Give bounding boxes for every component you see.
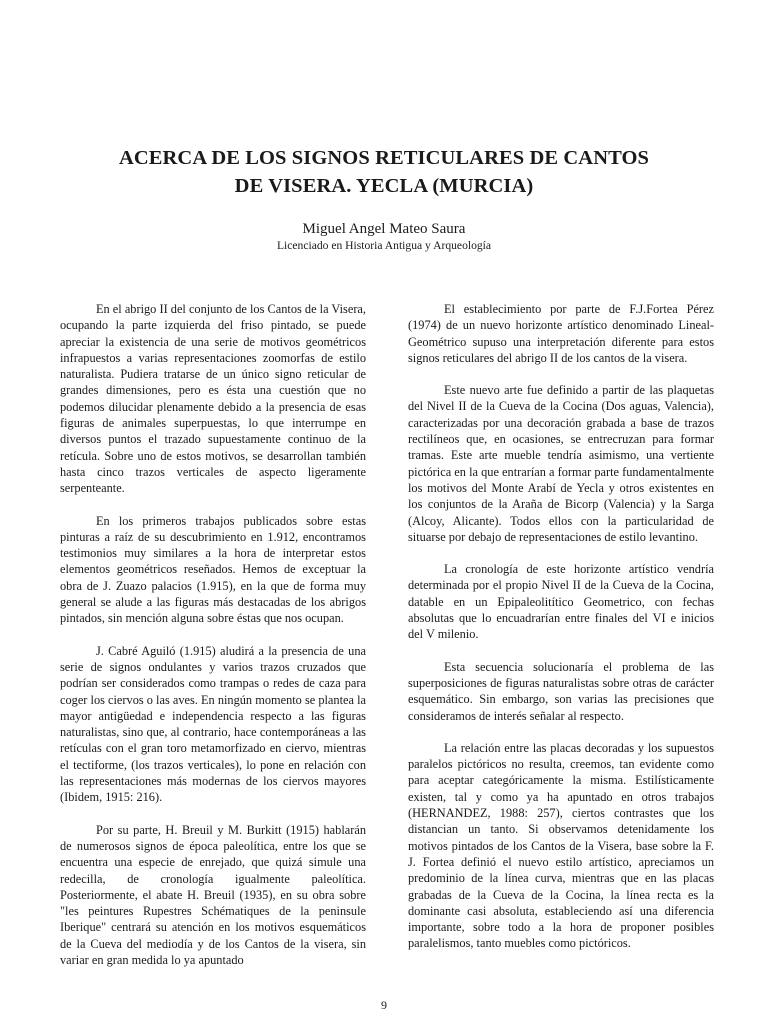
- title-line-1: ACERCA DE LOS SIGNOS RETICULARES DE CANTOS: [118, 147, 650, 169]
- paragraph: J. Cabré Aguiló (1.915) aludirá a la presencia de una serie de signos ondulantes y varios trazos cruzados que podrían ser considerados como trampas o redes de caza para coger los ciervos o las aves. En ningún momento se plantea la mayor antigüedad e independencia respecto a las figuras naturalistas, sino que, al contrario, hace contemporáneas a las retículas con el gran toro metamorfizado en ciervo, mientras el tectiforme, (los trazos verticales), lo pone en relación con las representaciones más modernas de los ciervos mayores (Ibidem, 1915: 216).: [60, 643, 366, 805]
- paragraph: El establecimiento por parte de F.J.Fortea Pérez (1974) de un nuevo horizonte artístico denominado Lineal-Geométrico supuso una interpretación diferente para estos signos reticulares del abrigo II de los cantos de la visera.: [408, 302, 714, 365]
- article-title: [60, 144, 708, 200]
- paragraph: Por su parte, H. Breuil y M. Burkitt (1915) hablarán de numerosos signos de época paleolítica, entre los que se encuentra una especie de enrejado, que quizá simule una redecilla, de cronología igualmente paleolítica. Posteriormente, el abate H. Breuil (1935), en su obra sobre "les peintures Rupestres Schématiques de la peninsule Iberique" centrará su atención en los motivos esquemáticos de la Cueva del mediodía y de los Cantos de la visera, sin variar en gran medida lo ya apuntado: [60, 822, 366, 967]
- page-number: 9: [381, 998, 387, 1012]
- author-name: Miguel Angel Mateo Saura: [302, 221, 466, 237]
- paragraph: En el abrigo II del conjunto de los Cantos de la Visera, ocupando la parte izquierda del friso pintado, se puede apreciar la existencia de una serie de motivos geométricos infrapuestos a varias representaciones zoomorfas de estilo naturalista. Pudiera tratarse de un único signo reticular de grandes dimensiones, pero es ésta una cuestión que no podemos dilucidar plenamente debido a la presencia de esas figuras de animales superpuestas, lo que interrumpe en diversos puntos el trazado supuestamente continuo de la retícula. Sobre uno de estos motivos, se desarrollan también hasta cinco trazos verticales de aspecto ligeramente serpenteante.: [60, 302, 366, 496]
- paragraph: La cronología de este horizonte artístico vendría determinada por el propio Nivel II de la Cueva de la Cocina, datable en un Epipaleolitítico Geometrico, con fechas absolutas que lo encuadrarían entre finales del VI e inicios del V milenio.: [408, 562, 714, 642]
- paragraph: La relación entre las placas decoradas y los supuestos paralelos pictóricos no resulta, creemos, tan evidente como para aceptar categóricamente la misma. Estilísticamente existen, tal y como ya ha apuntado en otros trabajos (HERNANDEZ, 1988: 257), ciertos contrastes que los distancian un tanto. Si observamos detenidamente los motivos pintados de los Cantos de la Visera, base sobre la F. J. Fortea definió el nuevo estilo artístico, apreciamos un predominio de la línea curva, mientras que en las placas grabadas de la Cueva de la Cocina, la línea recta es la dominante casi absoluta, estableciendo así una diferencia importante, sobre todo a la hora de proponer posibles paralelismos, tanto muebles como pictóricos.: [408, 740, 714, 951]
- title-line-2: DE VISERA. YECLA (MURCIA): [234, 175, 534, 197]
- paragraph: Este nuevo arte fue definido a partir de las plaquetas del Nivel II de la Cueva de la Cocina (Dos aguas, Valencia), caracterizadas por una decoración grabada a base de trazos rectilíneos que, en ocasiones, se entrecruzan para formar tramas. Este arte mueble tendría asimismo, una vertiente pictórica en la que entrarían a formar parte fundamentalmente los motivos del Monte Arabí de Yecla y otros existentes en los conjuntos de la Araña de Bicorp (Valencia) y la Sarga (Alcoy, Alicante). Todos ellos con la particularidad de situarse por debajo de representaciones de estilo levantino.: [408, 383, 714, 544]
- paragraph: En los primeros trabajos publicados sobre estas pinturas a raíz de su descubrimiento en 1.912, encontramos testimonios muy similares a la hora de interpretar estos elementos geométricos reseñados. Hemos de exceptuar la obra de J. Zuazo palacios (1.915), en la que de forma muy general se alude a las figuras más destacadas de los abrigos pintados, sin mención alguna sobre éstas que nos ocupan.: [60, 513, 366, 626]
- paragraph: Esta secuencia solucionaría el problema de las superposiciones de figuras naturalistas sobre otras de carácter esquemático. Sin embargo, son varias las precisiones que consideramos de interés señalar al respecto.: [408, 659, 714, 723]
- author-affiliation: Licenciado en Historia Antigua y Arqueología: [276, 239, 492, 252]
- right-column: [408, 301, 714, 968]
- left-column: [60, 301, 366, 984]
